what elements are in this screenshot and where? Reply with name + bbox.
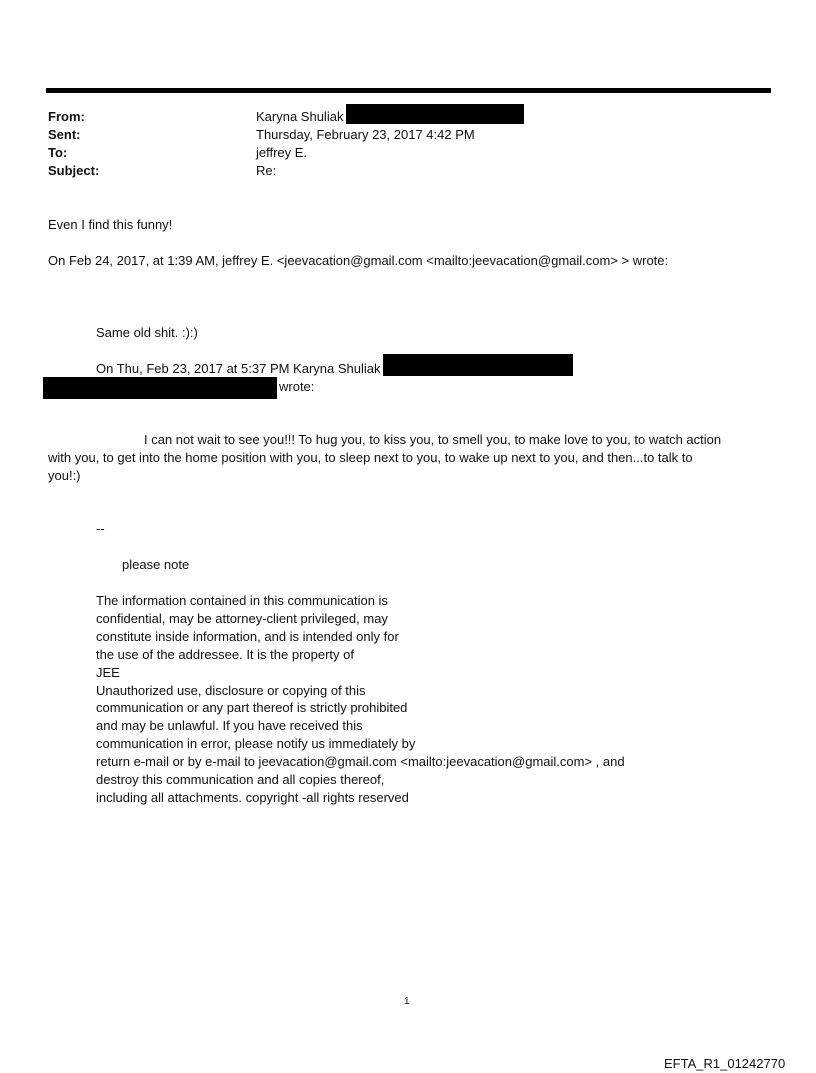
disclaimer-line: The information contained in this communication is [96,593,388,608]
from-value: Karyna Shuliak [256,109,344,124]
disclaimer-line: communication in error, please notify us immediately by [96,736,416,752]
subject-label: Subject: [48,163,100,178]
reply-text: Even I find this funny! [48,217,173,232]
redaction-box [43,377,277,399]
disclaimer-line: communication or any part thereof is strictly prohibited [96,700,408,716]
disclaimer-line: destroy this communication and all copies thereof, [96,772,385,788]
disclaimer-line: the use of the addressee. It is the property of [96,646,354,662]
redaction-box [346,104,524,124]
disclaimer-line: return e-mail or by e-mail to jeevacation@gmail.com <mailto:jeevacation@gmail.com> , and [96,754,625,770]
to-value: jeffrey E. [256,145,308,160]
from-label: From: [48,109,85,124]
disclaimer-line: including all attachments. copyright -all rights reserved [96,789,409,805]
disclaimer [96,592,625,807]
disclaimer-line: Unauthorized use, disclosure or copying of this [96,682,366,698]
page-number: 1 [404,996,410,1007]
please-note: please note [122,557,190,572]
disclaimer-line: and may be unlawful. If you have received this [96,718,363,734]
disclaimer-line: confidential, may be attorney-client privileged, may [96,610,388,626]
message-line: you!:) [48,468,81,483]
quote2-wrote: wrote: [279,379,315,394]
message-line: with you, to get into the home position with you, to sleep next to you, to wake up next to you, and then...to talk to [48,450,693,465]
signature-separator: -- [96,521,105,536]
message-line: I can not wait to see you!!! To hug you, to kiss you, to smell you, to make love to you, to watch action [144,432,722,447]
quote1-text: Same old shit. :):) [96,325,198,340]
sent-label: Sent: [48,127,81,142]
sent-value: Thursday, February 23, 2017 4:42 PM [256,127,475,142]
redaction-box [383,354,573,376]
quote2-header: On Thu, Feb 23, 2017 at 5:37 PM Karyna Shuliak [96,361,381,376]
subject-value: Re: [256,163,277,178]
to-label: To: [48,145,68,160]
disclaimer-line: JEE [96,664,120,680]
header-rule [46,88,771,93]
quote1-header: On Feb 24, 2017, at 1:39 AM, jeffrey E. <jeevacation@gmail.com <mailto:jeevacation@gmail.com> > wrote: [48,253,669,268]
disclaimer-line: constitute inside information, and is intended only for [96,628,399,644]
document-id: EFTA_R1_01242770 [664,1056,786,1071]
